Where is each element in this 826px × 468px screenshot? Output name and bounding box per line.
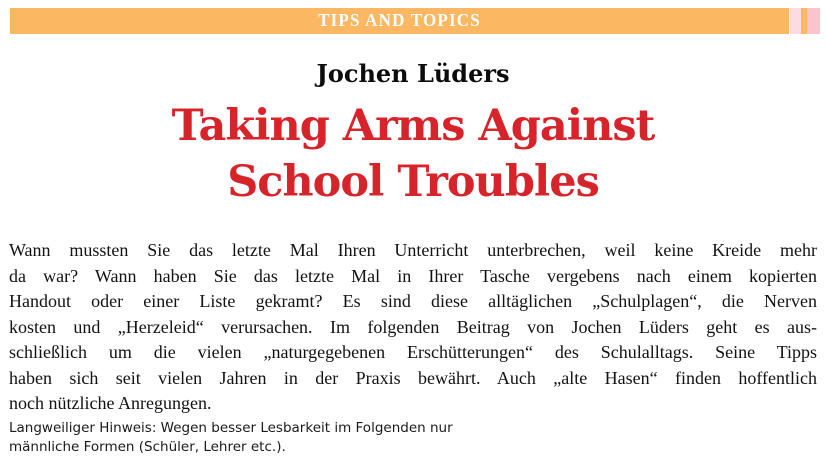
section-header-bar [10, 8, 789, 34]
article-title-line2: School Troubles [227, 157, 599, 207]
footnote [9, 419, 509, 457]
article-title [0, 98, 826, 210]
paragraph-line: kosten und „Herzeleid“ verursachen. Im folgenden Beitrag von Jochen Lüders geht es aus- [9, 316, 817, 337]
footnote-line: Langweiliger Hinweis: Wegen besser Lesbarkeit im Folgenden nur [9, 420, 453, 436]
paragraph-line: haben sich seit vielen Jahren in der Praxis bewährt. Auch „alte Hasen“ finden hoffentlich [9, 367, 817, 388]
paragraph-line: Handout oder einer Liste gekramt? Es sind diese alltäglichen „Schulplagen“, die Nerven [9, 291, 817, 311]
author-name: Jochen Lüders [316, 59, 510, 88]
lead-paragraph [9, 238, 817, 417]
section-header-label: TIPS AND TOPICS [318, 10, 481, 31]
accent-stripe-pale-pink [790, 8, 801, 34]
paragraph-line: schließlich um die vielen „naturgegebenen Erschütterungen“ des Schulalltags. Seine Tipps [9, 342, 817, 362]
article-title-line1: Taking Arms Against [171, 101, 655, 151]
accent-stripe-pink [807, 8, 820, 34]
paragraph-line: noch nützliche Anregungen. [9, 393, 212, 413]
paragraph-line: Wann mussten Sie das letzte Mal Ihren Unterricht unterbrechen, weil keine Kreide mehr [9, 240, 817, 260]
footnote-line: männliche Formen (Schüler, Lehrer etc.). [9, 439, 286, 455]
paragraph-line: da war? Wann haben Sie das letzte Mal in Ihrer Tasche vergebens nach einem kopierten [9, 265, 817, 286]
